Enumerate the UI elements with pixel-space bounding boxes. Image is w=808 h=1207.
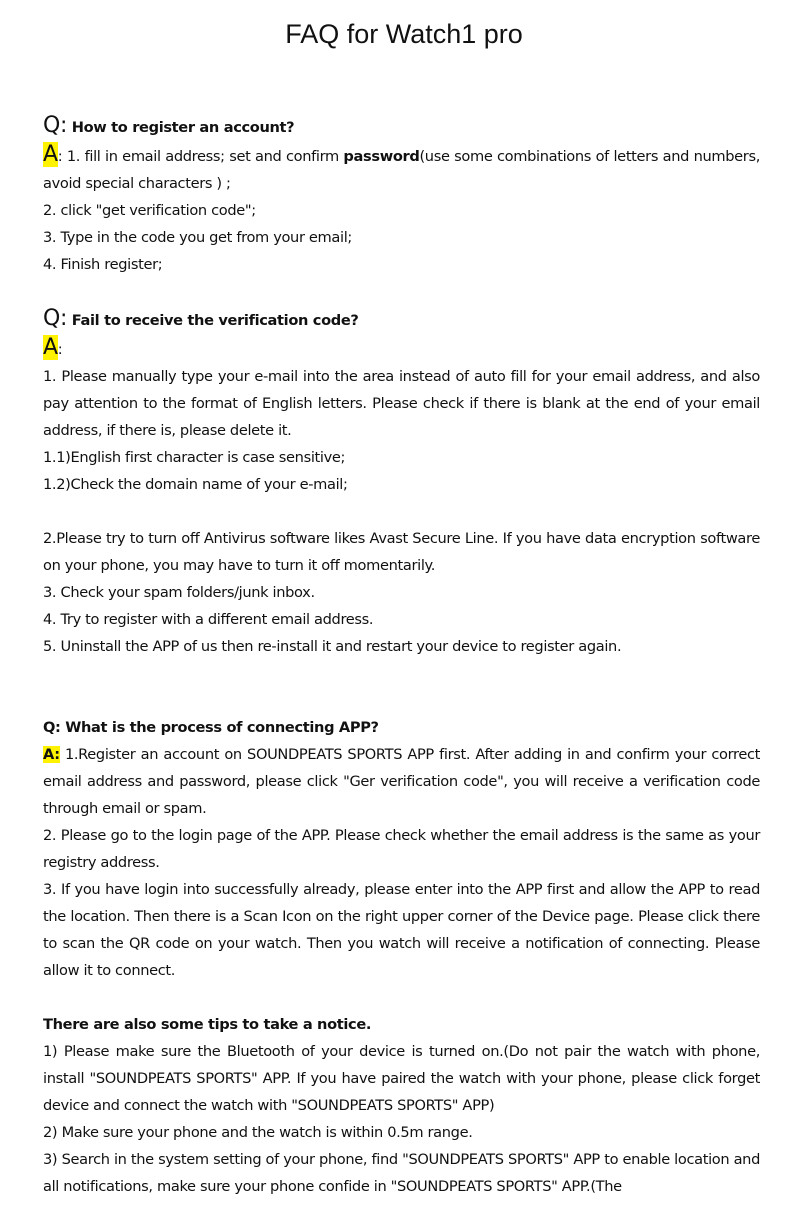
list-item: 1.2)Check the domain name of your e-mail; xyxy=(43,476,348,493)
answer-paragraph: 2. Please go to the login page of the APP. Please check whether the email address is the same as your registry address. xyxy=(43,827,760,871)
answer-text: 1. fill in email address; set and confirm xyxy=(66,148,339,165)
answer-colon: : xyxy=(57,341,63,358)
answer-register xyxy=(43,141,760,197)
page-title: FAQ for Watch1 pro xyxy=(285,19,523,49)
list-item: 3. Type in the code you get from your email; xyxy=(43,229,352,246)
question-text: Fail to receive the verification code? xyxy=(71,312,359,329)
answer-colon: : xyxy=(57,148,63,165)
list-item: 1.1)English first character is case sensitive; xyxy=(43,449,346,466)
list-item: 4. Finish register; xyxy=(43,256,163,273)
question-register xyxy=(43,112,760,141)
tip-item: 2) Make sure your phone and the watch is within 0.5m range. xyxy=(43,1124,473,1141)
list-item: 5. Uninstall the APP of us then re-install it and restart your device to register again. xyxy=(43,638,622,655)
answer-verification xyxy=(43,334,760,363)
answer-mark: A: xyxy=(43,746,60,763)
tip-item: 3) Search in the system setting of your phone, find "SOUNDPEATS SPORTS" APP to enable location and all notifications, make sure your phone confide in "SOUNDPEATS SPORTS" APP.(The xyxy=(43,1151,760,1195)
question-connecting: Q: What is the process of connecting APP? xyxy=(43,719,379,736)
tips-heading: There are also some tips to take a notice. xyxy=(43,1016,372,1033)
answer-paragraph: 3. If you have login into successfully already, please enter into the APP first and allow the APP to read the location. Then there is a Scan Icon on the right upper corner of the Device page. Please click there to scan the QR code on your watch. Then you watch will receive a notification of connecting. Please allow it to connect. xyxy=(43,881,760,979)
answer-mark: A xyxy=(43,142,58,167)
question-mark: Q: xyxy=(43,113,68,138)
answer-mark: A xyxy=(43,335,58,360)
answer-bold-password: password xyxy=(343,148,420,165)
answer-text: 1.Register an account on SOUNDPEATS SPORTS APP first. After adding in and confirm your correct email address and password, please click "Ger verification code", you will receive a verification code through email or spam. xyxy=(43,746,760,817)
question-text: How to register an account? xyxy=(71,119,295,136)
answer-paragraph: 1. Please manually type your e-mail into the area instead of auto fill for your email address, and also pay attention to the format of English letters. Please check if there is blank at the end of your email address, if there is, please delete it. xyxy=(43,368,760,439)
answer-connecting xyxy=(43,741,760,822)
faq-content xyxy=(43,112,760,1200)
list-item: 2. click "get verification code"; xyxy=(43,202,256,219)
tip-item: 1) Please make sure the Bluetooth of your device is turned on.(Do not pair the watch with phone, install "SOUNDPEATS SPORTS" APP. If you have paired the watch with your phone, please click forget device and connect the watch with "SOUNDPEATS SPORTS" APP) xyxy=(43,1043,760,1114)
list-item: 4. Try to register with a different email address. xyxy=(43,611,374,628)
question-verification xyxy=(43,305,760,334)
list-item: 3. Check your spam folders/junk inbox. xyxy=(43,584,315,601)
answer-paragraph: 2.Please try to turn off Antivirus software likes Avast Secure Line. If you have data encryption software on your phone, you may have to turn it off momentarily. xyxy=(43,530,760,574)
answer-text: (use some combinations of letters and numbers, avoid special characters ) ; xyxy=(43,148,760,192)
question-mark: Q: xyxy=(43,306,68,331)
